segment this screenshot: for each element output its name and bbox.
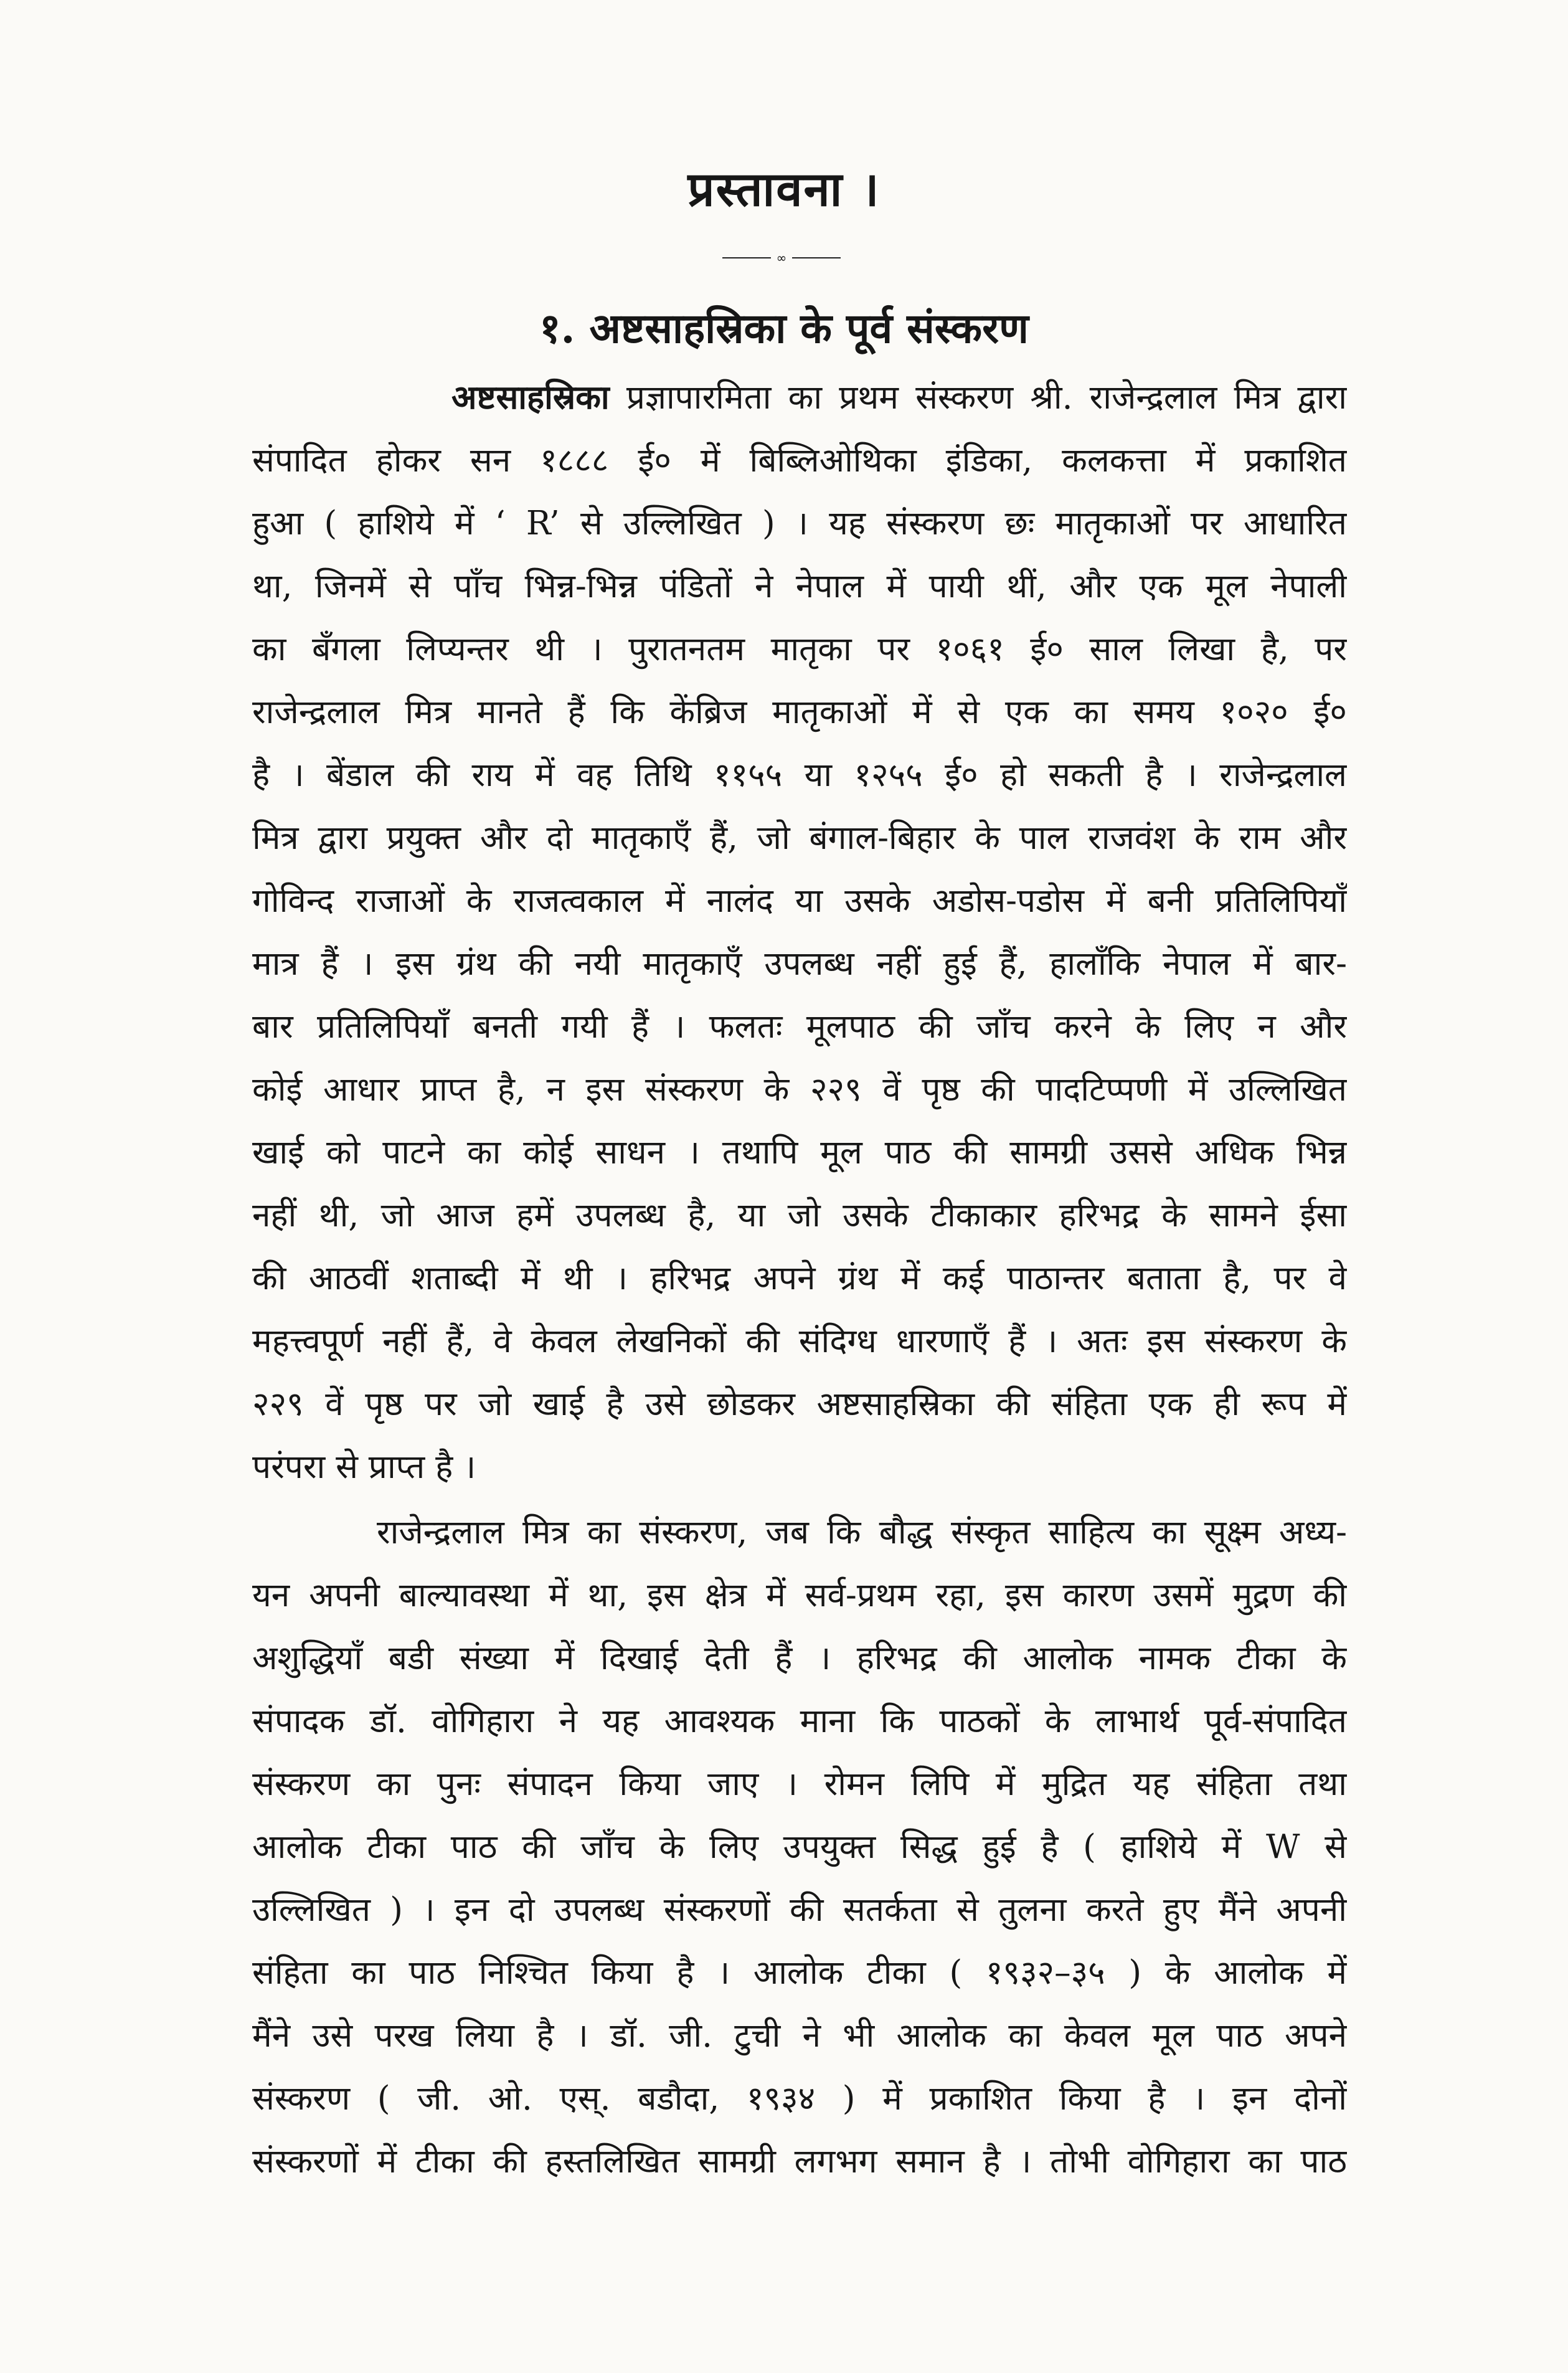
paragraph-line: गोविन्द राजाओं के राजत्वकाल में नालंद या उसके अडोस-पडोस में बनी प्रतिलिपियाँ — [252, 882, 1347, 920]
lead-term: अष्टसाहस्रिका — [451, 378, 610, 417]
paragraph-line: संस्करण का पुनः संपादन किया जाए । रोमन लिपि में मुद्रित यह संहिता तथा — [252, 1765, 1347, 1803]
paragraph-line: अशुद्धियाँ बडी संख्या में दिखाई देती हैं । हरिभद्र की आलोक नामक टीका के — [252, 1639, 1347, 1677]
paragraph-1-line-1 — [252, 366, 1347, 429]
paragraph-line: यन अपनी बाल्यावस्था में था, इस क्षेत्र में सर्व-प्रथम रहा, इस कारण उसमें मुद्रण की — [252, 1576, 1347, 1614]
paragraph-line: उल्लिखित ) । इन दो उपलब्ध संस्करणों की सतर्कता से तुलना करते हुए मैंने अपनी — [252, 1891, 1347, 1929]
section-heading: १. अष्टसाहस्रिका के पूर्व संस्करण — [539, 304, 1029, 353]
paragraph-1 — [252, 366, 1347, 1499]
paragraph-line: प्रज्ञापारमिता का प्रथम संस्करण श्री. राजेन्द्रलाल मित्र द्वारा — [626, 379, 1347, 417]
paragraph-line: बार प्रतिलिपियाँ बनती गयी हैं । फलतः मूलपाठ की जाँच करने के लिए न और — [252, 1008, 1347, 1046]
paragraph-line: राजेन्द्रलाल मित्र मानते हैं कि केंब्रिज मातृकाओं में से एक का समय १०२० ई० — [252, 693, 1347, 731]
paragraph-line: मैंने उसे परख लिया है । डॉ. जी. टुची ने भी आलोक का केवल मूल पाठ अपने — [252, 2017, 1347, 2055]
paragraph-line: आलोक टीका पाठ की जाँच के लिए उपयुक्त सिद्ध हुई है ( हाशिये में W से — [252, 1828, 1347, 1866]
paragraph-line: नहीं थी, जो आज हमें उपलब्ध है, या जो उसके टीकाकार हरिभद्र के सामने ईसा — [252, 1196, 1347, 1234]
ornament-line-right — [792, 257, 841, 258]
paragraph-line: २२९ वें पृष्ठ पर जो खाई है उसे छोडकर अष्टसाहस्रिका की संहिता एक ही रूप में — [252, 1385, 1347, 1423]
paragraph-line: मात्र हैं । इस ग्रंथ की नयी मातृकाएँ उपलब्ध नहीं हुई हैं, हालाँकि नेपाल में बार- — [252, 945, 1347, 983]
ornament-line-left — [722, 257, 771, 258]
paragraph-line: की आठवीं शताब्दी में थी । हरिभद्र अपने ग्रंथ में कई पाठान्तर बताता है, पर वे — [252, 1259, 1347, 1297]
ornament-knot-icon: ∞ — [776, 250, 787, 265]
title-ornament-divider — [722, 250, 841, 265]
paragraph-line: का बँगला लिप्यन्तर थी । पुरातनतम मातृका पर १०६१ ई० साल लिखा है, पर — [252, 630, 1347, 668]
page-title: प्रस्तावना । — [687, 161, 881, 217]
paragraph-line: राजेन्द्रलाल मित्र का संस्करण, जब कि बौद्ध संस्कृत साहित्य का सूक्ष्म अध्य- — [377, 1513, 1347, 1551]
paragraph-line: कोई आधार प्राप्त है, न इस संस्करण के २२९ वें पृष्ठ की पादटिप्पणी में उल्लिखित — [252, 1071, 1347, 1109]
paragraph-line: संहिता का पाठ निश्चित किया है । आलोक टीका ( १९३२–३५ ) के आलोक में — [252, 1954, 1347, 1992]
paragraph-line: संस्करणों में टीका की हस्तलिखित सामग्री लगभग समान है । तोभी वोगिहारा का पाठ — [252, 2143, 1347, 2181]
body-text — [252, 366, 1347, 2193]
paragraph-line: हुआ ( हाशिये में ‘ R’ से उल्लिखित ) । यह संस्करण छः मातृकाओं पर आधारित — [252, 504, 1347, 542]
paragraph-line: खाई को पाटने का कोई साधन । तथापि मूल पाठ की सामग्री उससे अधिक भिन्न — [252, 1134, 1347, 1172]
paragraph-line: था, जिनमें से पाँच भिन्न-भिन्न पंडितों ने नेपाल में पायी थीं, और एक मूल नेपाली — [252, 567, 1347, 605]
paragraph-line: संपादित होकर सन १८८८ ई० में बिब्लिओथिका इंडिका, कलकत्ता में प्रकाशित — [252, 442, 1347, 480]
paragraph-line: परंपरा से प्राप्त है । — [252, 1448, 476, 1486]
paragraph-line: महत्त्वपूर्ण नहीं हैं, वे केवल लेखनिकों की संदिग्ध धारणाएँ हैं । अतः इस संस्करण के — [252, 1322, 1347, 1360]
paragraph-line: मित्र द्वारा प्रयुक्त और दो मातृकाएँ हैं, जो बंगाल-बिहार के पाल राजवंश के राम और — [252, 819, 1347, 857]
paragraph-line: संपादक डॉ. वोगिहारा ने यह आवश्यक माना कि पाठकों के लाभार्थ पूर्व-संपादित — [252, 1702, 1347, 1740]
paragraph-2 — [252, 1501, 1347, 2193]
paragraph-line: है । बेंडाल की राय में वह तिथि ११५५ या १२५५ ई० हो सकती है । राजेन्द्रलाल — [252, 756, 1347, 794]
paragraph-line: संस्करण ( जी. ओ. एस्. बडौदा, १९३४ ) में प्रकाशित किया है । इन दोनों — [252, 2080, 1347, 2118]
